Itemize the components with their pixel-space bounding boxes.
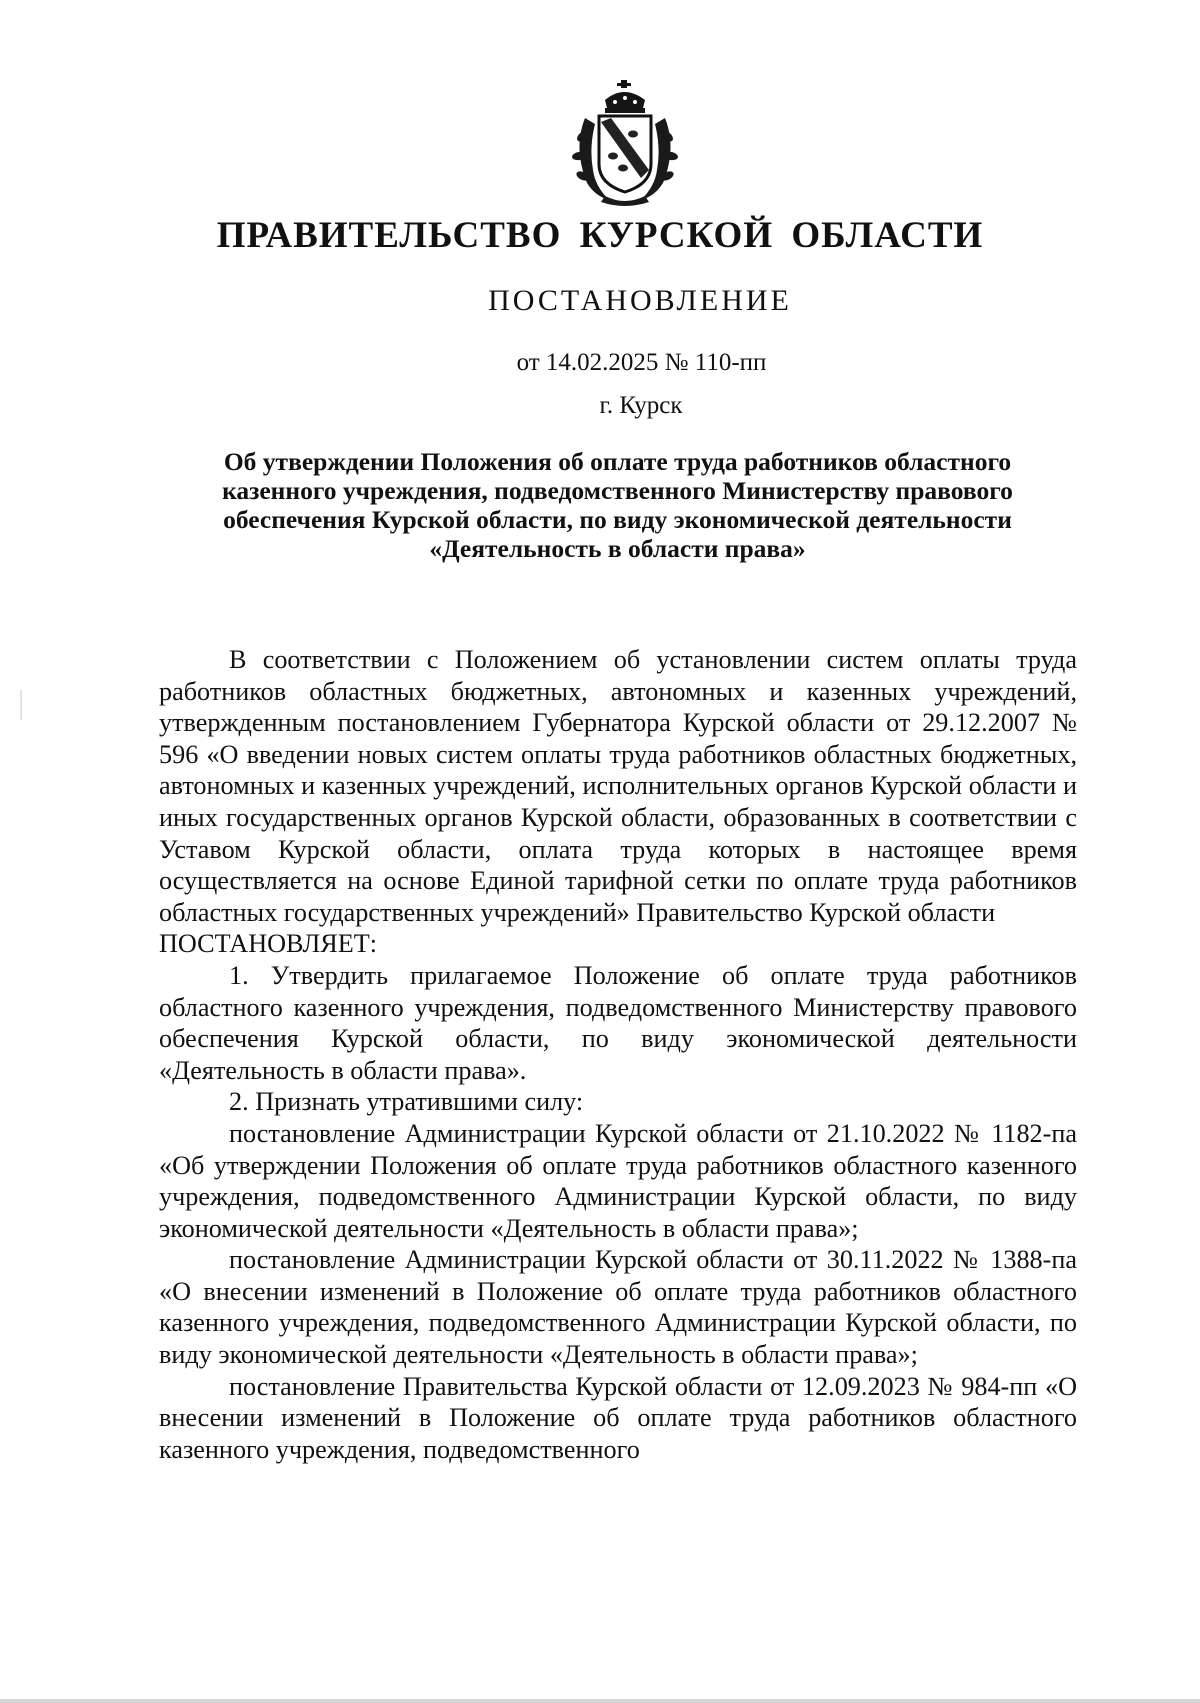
document-subject [150, 447, 1085, 563]
item-2-paragraph: 2. Признать утратившими силу: [229, 1087, 584, 1117]
repealed-act-paragraph: постановление Администрации Курской области от 21.10.2022 № 1182-па «Об утверждении Положения об оплате труда работников областного казенного учреждения, подведомственного Администрации Курской области, по виду экономической деятельности «Деятельность в области права»; [159, 1118, 1077, 1243]
repealed-act-paragraph: постановление Администрации Курской области от 30.11.2022 № 1388-па «О внесении изменений в Положение об оплате труда работников областного казенного учреждения, подведомственного Администрации Курской области, по виду экономической деятельности «Деятельность в области права»; [159, 1245, 1077, 1370]
scan-artifact [20, 690, 22, 720]
scan-edge [0, 1699, 1200, 1703]
preamble-paragraph: В соответствии с Положением об установлении систем оплаты труда работников областных бюджетных, автономных и казенных учреждений, утвержденным постановлением Губернатора Курской области от 29.12.2007 № 596 «О введении новых систем оплаты труда работников областных бюджетных, автономных и казенных учреждений, исполнительных органов Курской области и иных государственных органов Курской области, образованных в соответствии с Уставом Курской области, оплата труда которых в настоящее время осуществляется на основе Единой тарифной сетки по оплате труда работников областных государственных учреждений» Правительство Курской области [159, 645, 1077, 927]
document-date-number: от 14.02.2025 № 110-пп [516, 349, 767, 376]
subject-line: казенного учреждения, подведомственного Министерству правового [222, 476, 1013, 505]
subject-line: Об утверждении Положения об оплате труда работников областного [223, 447, 1012, 476]
document-city: г. Курск [599, 392, 683, 419]
decree-word: ПОСТАНОВЛЯЕТ: [159, 929, 378, 959]
kursk-coat-of-arms-icon [565, 78, 697, 208]
repealed-act-paragraph: постановление Правительства Курской области от 12.09.2023 № 984-пп «О внесении изменений в Положение об оплате труда работников областного казенного учреждения, подведомственного [159, 1371, 1077, 1464]
organization-title: ПРАВИТЕЛЬСТВО КУРСКОЙ ОБЛАСТИ [216, 215, 984, 256]
subject-line: обеспечения Курской области, по виду экономической деятельности [223, 505, 1012, 534]
item-1-paragraph: 1. Утвердить прилагаемое Положение об оплате труда работников областного казенного учреждения, подведомственного Министерству правового обеспечения Курской области, по виду экономической деятельности «Деятельность в области права». [159, 960, 1077, 1085]
subject-line: «Деятельность в области права» [429, 534, 806, 563]
document-body [159, 644, 1077, 1465]
document-type: ПОСТАНОВЛЕНИЕ [488, 284, 792, 317]
